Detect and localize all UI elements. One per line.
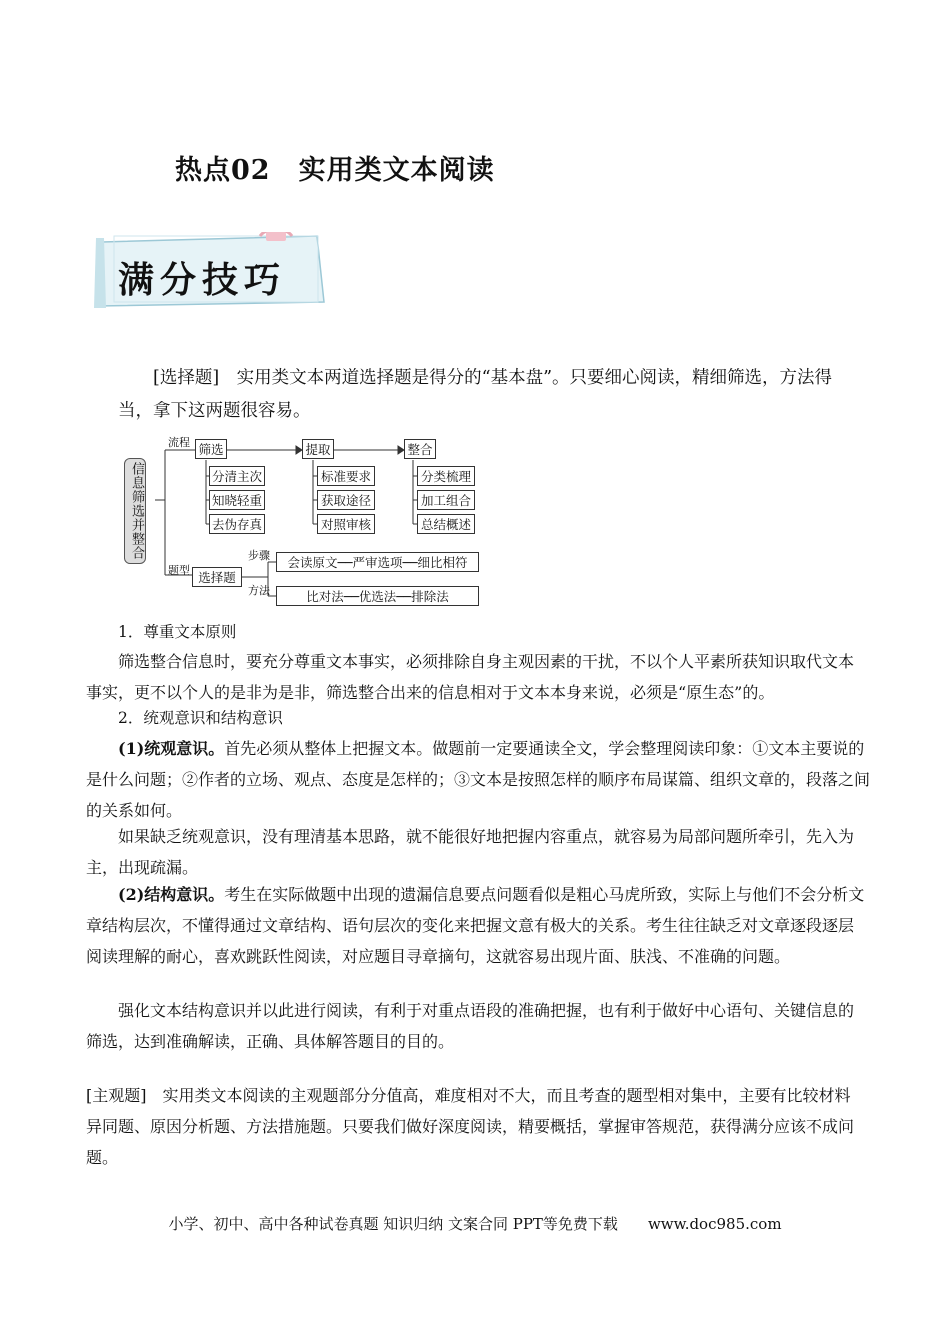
footer-site[interactable]: www.doc985.com [647, 1215, 782, 1233]
sec2-p1 [86, 733, 872, 826]
flow-label: 流程 [168, 436, 190, 449]
s2-item: 获取途径 [317, 490, 375, 510]
s2-item: 标准要求 [317, 466, 375, 486]
sec1-body: 筛选整合信息时，要充分尊重文本事实，必须排除自身主观因素的干扰，不以个人平素所获知识取代文本事实，更不以个人的是非为是非，筛选整合出来的信息相对于文本本身来说，必须是“原生态”的。 [86, 652, 855, 702]
stage-extract: 提取 [302, 439, 334, 459]
select-intro [118, 362, 862, 428]
sec2-heading: 2．统观意识和结构意识 [118, 709, 283, 727]
banner-label: 满分技巧 [118, 259, 287, 301]
sec2-p1-lead: (1)统观意识。 [118, 739, 225, 758]
s1-item: 去伪存真 [209, 514, 265, 534]
s3-item: 总结概述 [417, 514, 475, 534]
sec1-heading: 1．尊重文本原则 [118, 623, 237, 641]
title-hot: 热点02 [175, 155, 271, 186]
s1-item: 分清主次 [209, 466, 265, 486]
diagram-root: 信息筛选并整合 [124, 458, 146, 564]
sec2-p2: 如果缺乏统观意识，没有理清基本思路，就不能很好地把握内容重点，就容易为局部问题所牵引，先入为主，出现疏漏。 [86, 827, 855, 877]
sec2-p4: 强化文本结构意识并以此进行阅读，有利于对重点语段的准确把握，也有利于做好中心语句、关键信息的筛选，达到准确解读，正确、具体解答题目的目的。 [86, 1001, 855, 1051]
sec2-p3-lead: (2)结构意识。 [118, 885, 225, 904]
info-diagram [118, 430, 488, 610]
s3-item: 加工组合 [417, 490, 475, 510]
s3-item: 分类梳理 [417, 466, 475, 486]
s2-item: 对照审核 [317, 514, 375, 534]
subjective-tag: [主观题] [86, 1086, 147, 1105]
footer-text: 小学、初中、高中各种试卷真题 知识归纳 文案合同 PPT等免费下载 [168, 1215, 618, 1233]
title-name: 实用类文本阅读 [298, 155, 495, 186]
steps-label: 步骤 [248, 549, 270, 562]
stage-filter: 筛选 [195, 439, 227, 459]
page-title [175, 148, 495, 187]
subjective-text: 实用类文本阅读的主观题部分分值高，难度相对不大，而且考查的题型相对集中，主要有比较材料异同题、原因分析题、方法措施题。只要我们做好深度阅读，精要概括，掌握审答规范，获得满分应该不成问题。 [86, 1086, 855, 1167]
select-tag: [选择题] [153, 368, 220, 388]
type-label: 题型 [168, 564, 190, 577]
method-label: 方法 [248, 584, 270, 597]
s1-item: 知晓轻重 [209, 490, 265, 510]
sec2-p1-body: 首先必须从整体上把握文本。做题前一定要通读全文，学会整理阅读印象：①文本主要说的是什么问题；②作者的立场、观点、态度是怎样的；③文本是按照怎样的顺序布局谋篇、组织文章的，段落之间的关系如何。 [86, 739, 871, 820]
sec2-p3 [86, 879, 866, 972]
sec2-p3-body: 考生在实际做题中出现的遗漏信息要点问题看似是粗心马虎所致，实际上与他们不会分析文章结构层次，不懂得通过文章结构、语句层次的变化来把握文意有极大的关系。考生往往缺乏对文章逐段逐层阅读理解的耐心，喜欢跳跃性阅读，对应题目寻章摘句，这就容易出现片面、肤浅、不准确的问题。 [86, 885, 865, 966]
stage-integrate: 整合 [404, 439, 436, 459]
page-footer [0, 1213, 950, 1234]
subjective-intro [86, 1080, 866, 1173]
steps-box: 会读原文──严审选项──细比相符 [276, 552, 479, 572]
select-text: 实用类文本两道选择题是得分的“基本盘”。只要细心阅读，精细筛选，方法得当，拿下这两题很容易。 [118, 368, 833, 421]
method-box: 比对法──优选法──排除法 [276, 586, 479, 606]
question-type-box: 选择题 [192, 567, 242, 587]
